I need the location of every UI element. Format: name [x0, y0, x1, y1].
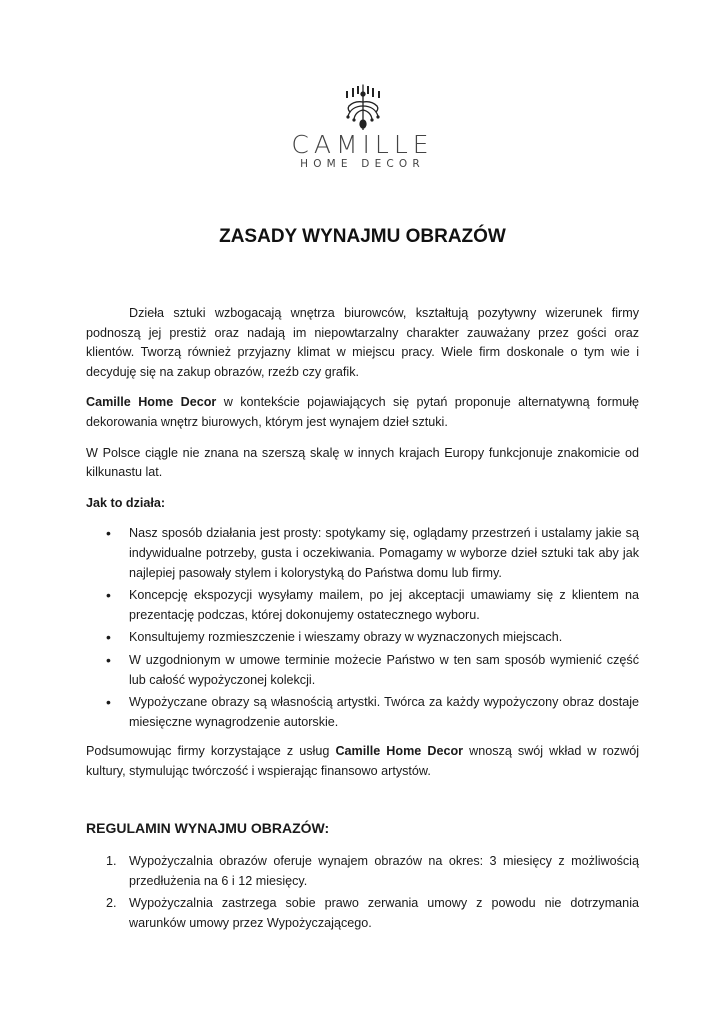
how-list	[86, 524, 639, 732]
regulations-heading: REGULAMIN WYNAJMU OBRAZÓW:	[86, 820, 330, 837]
company-logo	[0, 84, 725, 170]
intro-paragraph-2-text: w kontekście pojawiających się pytań proponuje alternatywną formułę dekorowania wnętrz biurowych, którym jest wynajem dzieł sztuki.	[86, 395, 639, 429]
list-item: • Koncepcję ekspozycji wysyłamy mailem, po jej akceptacji umawiamy się z klientem na prezentację podczas, której dokonujemy ostatecznego wyboru.	[86, 586, 639, 625]
logo-subtitle: HOME DECOR	[300, 158, 425, 170]
summary-paragraph	[86, 742, 639, 781]
brand-name: Camille Home Decor	[86, 395, 217, 410]
logo-name: CAMILLE	[291, 130, 434, 159]
document-body	[86, 304, 639, 936]
list-item	[86, 894, 639, 933]
intro-paragraph-3: W Polsce ciągle nie znana na szerszą skalę w innych krajach Europy funkcjonuje znakomicie od kilkunastu lat.	[86, 445, 639, 480]
how-heading: Jak to działa:	[86, 495, 166, 510]
page-title: ZASADY WYNAJMU OBRAZÓW	[219, 226, 506, 247]
list-item	[86, 852, 639, 891]
brand-name: Camille Home Decor	[335, 744, 464, 759]
summary-text-start: Podsumowując firmy korzystające z usług	[86, 744, 336, 759]
item-text: Wypożyczalnia obrazów oferuje wynajem obrazów na okres: 3 miesięcy z możliwością przedłużenia na 6 i 12 miesięcy.	[129, 854, 639, 888]
intro-paragraph-2	[86, 393, 639, 432]
item-text: Wypożyczalnia zastrzega sobie prawo zerwania umowy z powodu nie dotrzymania warunków umowy przez Wypożyczającego.	[129, 896, 639, 930]
list-item: • Wypożyczane obrazy są własnością artystki. Twórca za każdy wypożyczony obraz dostaje miesięczne wynagrodzenie autorskie.	[86, 693, 639, 732]
summary-text-end: wnoszą swój wkład w rozwój kultury, stymulując twórczość i wspierając finansowo artystów.	[86, 744, 639, 778]
item-number: 1.	[106, 854, 117, 869]
regulations-list	[86, 852, 639, 933]
intro-paragraph-1: Dzieła sztuki wzbogacają wnętrza biurowców, kształtują pozytywny wizerunek firmy podnoszą jej prestiż oraz nadają im niepowtarzalny charakter zauważany przez gości oraz klientów. Tworzą również przyjazny klimat w miejscu pracy. Wiele firm doskonale o tym wie i decyduję się na zakup obrazów, rzeźb czy grafik.	[86, 306, 639, 379]
item-number: 2.	[106, 896, 117, 911]
chandelier-icon	[341, 84, 385, 130]
list-item: • Nasz sposób działania jest prosty: spotykamy się, oglądamy przestrzeń i ustalamy jakie są indywidualne potrzeby, gusta i oczekiwania. Pomagamy w wyborze dzieł sztuki tak aby jak najlepiej pasowały stylem i kolorystyką do Państwa domu lub firmy.	[86, 524, 639, 583]
list-item: • Konsultujemy rozmieszczenie i wieszamy obrazy w wyznaczonych miejscach.	[86, 628, 639, 648]
list-item: • W uzgodnionym w umowe terminie możecie Państwo w ten sam sposób wymienić część lub całość wypożyczonej kolekcji.	[86, 651, 639, 690]
